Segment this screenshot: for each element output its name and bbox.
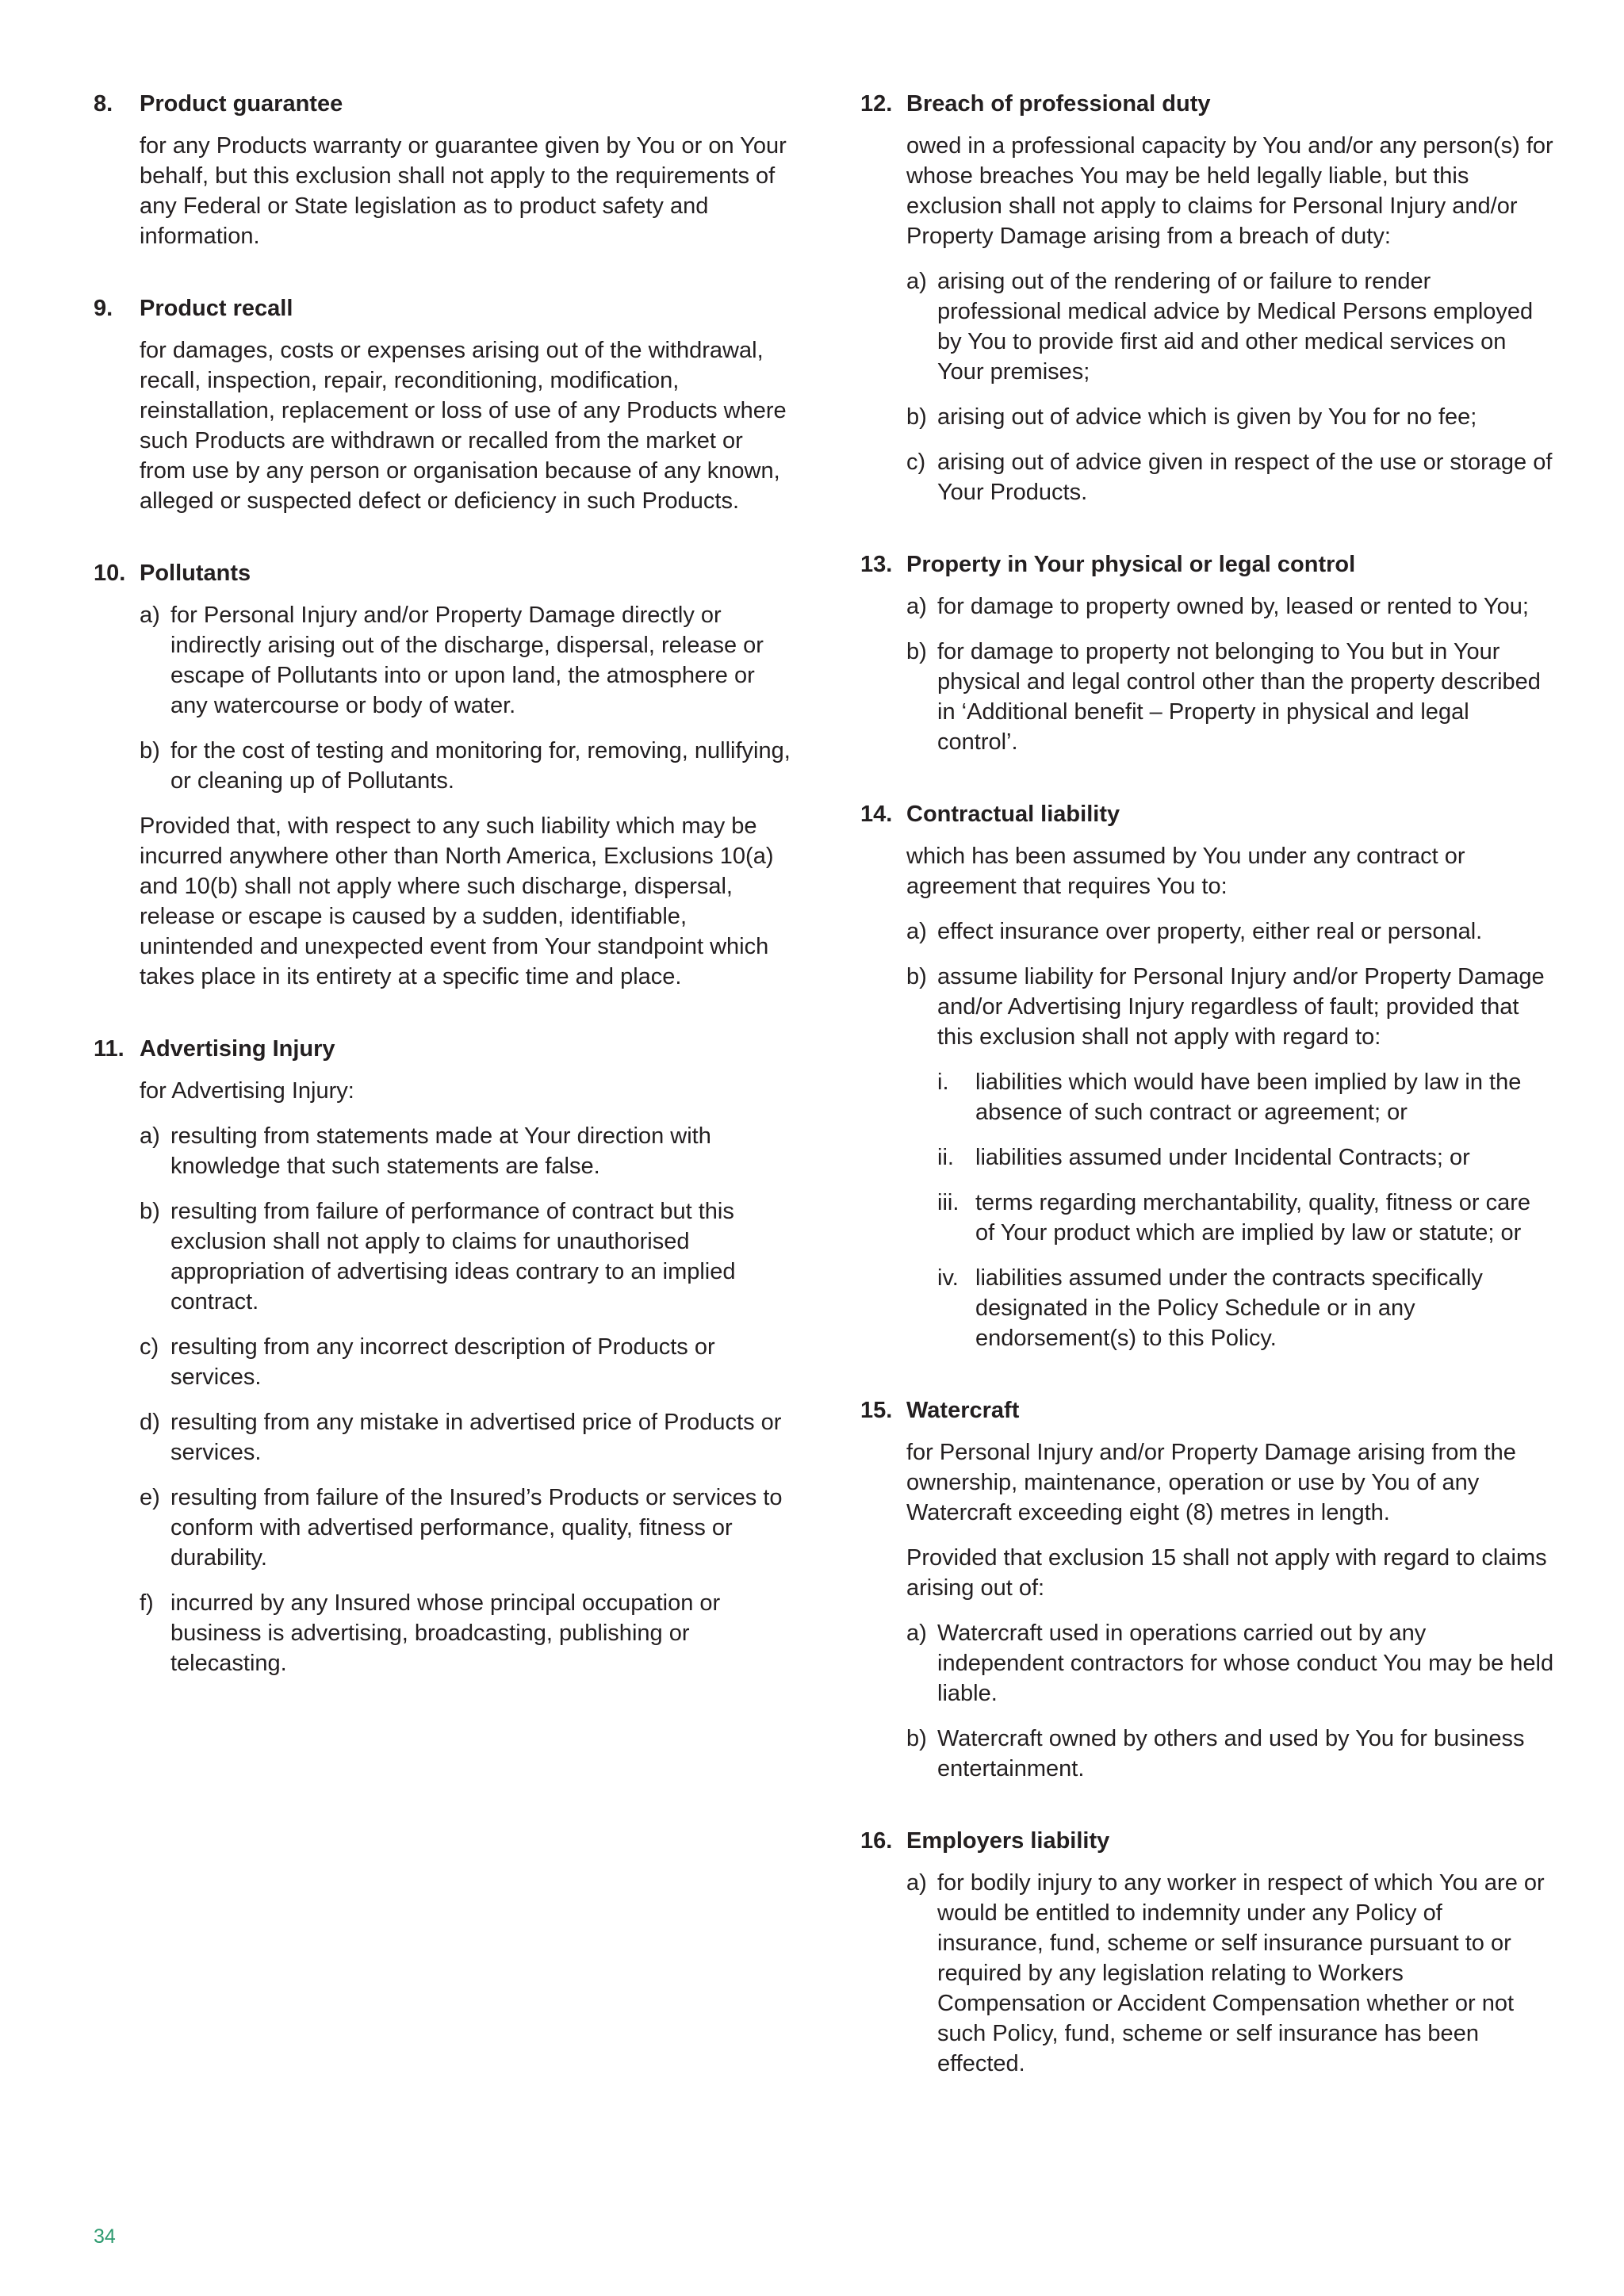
- list-item: [906, 402, 1554, 432]
- list-item: [906, 266, 1554, 387]
- section-heading: [860, 796, 1554, 832]
- right-column: [860, 86, 1554, 2118]
- exclusion-section: [860, 546, 1554, 757]
- list-item-text: resulting from any incorrect description of Products or services.: [170, 1334, 715, 1390]
- list-item: [140, 736, 791, 796]
- paragraph: Provided that exclusion 15 shall not apply with regard to claims arising out of:: [906, 1545, 1547, 1601]
- paragraph: owed in a professional capacity by You and/or any person(s) for whose breaches You may be held legally liable, but this exclusion shall not apply to claims for Personal Injury and/or Property Damage arising from a breach of duty:: [906, 133, 1553, 249]
- list-item-text: assume liability for Personal Injury and/or Property Damage and/or Advertising Injury regardless of fault; provided that this exclusion shall not apply with regard to:: [937, 964, 1545, 1050]
- section-number: 10.: [94, 561, 126, 586]
- list-item-text: for damage to property owned by, leased or rented to You;: [937, 594, 1529, 619]
- sub-list-item: [906, 1142, 1554, 1173]
- sub-list-item: [906, 1188, 1554, 1248]
- section-heading: [94, 86, 791, 122]
- section-title: Pollutants: [140, 561, 251, 586]
- section-heading: [860, 546, 1554, 583]
- list-item-text: incurred by any Insured whose principal occupation or business is advertising, broadcasting, publishing or telecasting.: [170, 1590, 721, 1676]
- paragraph: for any Products warranty or guarantee given by You or on Your behalf, but this exclusion shall not apply to the requirements of any Federal or State legislation as to product safety and information.: [140, 133, 787, 249]
- list-item-label: a): [906, 269, 927, 294]
- list-item: [140, 1332, 791, 1392]
- section-number: 11.: [94, 1036, 124, 1062]
- list-item-label: b): [906, 1726, 927, 1751]
- section-body: [906, 131, 1554, 507]
- exclusion-section: [94, 86, 791, 251]
- list-item-label: a): [906, 919, 927, 944]
- section-heading: [860, 1823, 1554, 1859]
- list-item-text: for Personal Injury and/or Property Damage directly or indirectly arising out of the discharge, dispersal, release or escape of Pollutants into or upon land, the atmosphere or any watercourse or body of water.: [170, 603, 764, 718]
- list-item-text: Watercraft owned by others and used by You for business entertainment.: [937, 1726, 1525, 1781]
- exclusion-section: [94, 555, 791, 992]
- list-item-text: arising out of the rendering of or failure to render professional medical advice by Medical Persons employed by You to provide first aid and other medical services on Your premises;: [937, 269, 1534, 385]
- list-item-text: resulting from failure of performance of contract but this exclusion shall not apply to claims for unauthorised appropriation of advertising ideas contrary to an implied contract.: [170, 1199, 736, 1314]
- exclusion-section: [860, 86, 1554, 507]
- list-item: [906, 1868, 1554, 2079]
- list-item-text: for bodily injury to any worker in respect of which You are or would be entitled to indemnity under any Policy of insurance, fund, scheme or self insurance pursuant to or required by any legislation relating to Workers Compensation or Accident Compensation whether or not such Policy, fund, scheme or self insurance has been effected.: [937, 1870, 1545, 2076]
- section-heading: [860, 86, 1554, 122]
- list-item: [906, 591, 1554, 622]
- list-item: [140, 1483, 791, 1573]
- section-heading: [94, 290, 791, 327]
- section-title: Product guarantee: [140, 91, 343, 117]
- list-item-label: b): [906, 964, 927, 989]
- list-item: [906, 1724, 1554, 1784]
- exclusion-section: [860, 796, 1554, 1353]
- section-number: 9.: [94, 296, 113, 321]
- list-item: [140, 1588, 791, 1678]
- list-item-text: for damage to property not belonging to You but in Your physical and legal control other than the property described in ‘Additional benefit – Property in physical and legal control’.: [937, 639, 1541, 755]
- section-number: 13.: [860, 552, 893, 577]
- list-item-label: e): [140, 1485, 160, 1510]
- paragraph: for Advertising Injury:: [140, 1078, 354, 1104]
- paragraph: which has been assumed by You under any contract or agreement that requires You to:: [906, 844, 1465, 899]
- exclusion-section: [860, 1823, 1554, 2079]
- section-title: Product recall: [140, 296, 293, 321]
- sub-list-item: [906, 1263, 1554, 1353]
- section-number: 8.: [94, 91, 113, 117]
- list-item: [906, 637, 1554, 757]
- exclusion-section: [94, 1031, 791, 1678]
- list-item-text: resulting from any mistake in advertised price of Products or services.: [170, 1410, 782, 1465]
- section-body: [140, 1076, 791, 1678]
- section-body: [140, 335, 791, 516]
- paragraph: for Personal Injury and/or Property Damage arising from the ownership, maintenance, operation or use by You of any Watercraft exceeding eight (8) metres in length.: [906, 1440, 1516, 1525]
- section-title: Advertising Injury: [140, 1036, 335, 1062]
- list-item-label: b): [140, 1199, 160, 1224]
- list-item-label: f): [140, 1590, 154, 1616]
- list-item-label: i.: [937, 1070, 949, 1095]
- list-item-text: Watercraft used in operations carried out by any independent contractors for whose conduct You may be held liable.: [937, 1621, 1554, 1706]
- list-item-label: iv.: [937, 1265, 959, 1291]
- section-title: Contractual liability: [906, 802, 1120, 827]
- list-item-label: b): [906, 639, 927, 664]
- section-heading: [94, 555, 791, 591]
- section-number: 16.: [860, 1828, 893, 1854]
- list-item-text: liabilities assumed under Incidental Contracts; or: [975, 1145, 1470, 1170]
- list-item: [906, 962, 1554, 1052]
- exclusion-section: [860, 1392, 1554, 1784]
- list-item-label: iii.: [937, 1190, 959, 1215]
- list-item-label: a): [906, 1621, 927, 1646]
- list-item-text: resulting from failure of the Insured’s Products or services to conform with advertised performance, quality, fitness or durability.: [170, 1485, 783, 1571]
- page-number: 34: [94, 2225, 116, 2248]
- list-item-text: effect insurance over property, either real or personal.: [937, 919, 1483, 944]
- section-number: 12.: [860, 91, 893, 117]
- list-item-label: a): [906, 594, 927, 619]
- section-body: [906, 1437, 1554, 1784]
- exclusion-section: [94, 290, 791, 516]
- section-body: [906, 841, 1554, 1353]
- section-number: 15.: [860, 1398, 893, 1423]
- list-item: [140, 1196, 791, 1317]
- paragraph: Provided that, with respect to any such liability which may be incurred anywhere other than North America, Exclusions 10(a) and 10(b) shall not apply where such discharge, dispersal, release or escape is caused by a sudden, identifiable, unintended and unexpected event from Your standpoint which takes place in its entirety at a specific time and place.: [140, 813, 774, 989]
- list-item: [906, 1618, 1554, 1709]
- list-item: [140, 600, 791, 721]
- section-body: [906, 1868, 1554, 2079]
- list-item-text: resulting from statements made at Your direction with knowledge that such statements are false.: [170, 1123, 711, 1179]
- list-item-label: a): [906, 1870, 927, 1896]
- list-item-text: for the cost of testing and monitoring for, removing, nullifying, or cleaning up of Pollutants.: [170, 738, 791, 794]
- section-body: [906, 591, 1554, 757]
- list-item-text: liabilities which would have been implied by law in the absence of such contract or agreement; or: [975, 1070, 1522, 1125]
- list-item-label: a): [140, 1123, 160, 1149]
- section-title: Employers liability: [906, 1828, 1110, 1854]
- list-item: [906, 447, 1554, 507]
- section-body: [140, 600, 791, 992]
- left-column: [94, 86, 791, 1717]
- section-title: Watercraft: [906, 1398, 1020, 1423]
- section-title: Breach of professional duty: [906, 91, 1211, 117]
- list-item-label: a): [140, 603, 160, 628]
- list-item-label: c): [906, 450, 926, 475]
- section-heading: [94, 1031, 791, 1067]
- paragraph: for damages, costs or expenses arising out of the withdrawal, recall, inspection, repair, reconditioning, modification, reinstallation, replacement or loss of use of any Products where such Products are withdrawn or recalled from the market or from use by any person or organisation because of any known, alleged or suspected defect or deficiency in such Products.: [140, 338, 787, 514]
- list-item: [906, 916, 1554, 947]
- list-item: [140, 1407, 791, 1468]
- list-item-text: terms regarding merchantability, quality, fitness or care of Your product which are implied by law or statute; or: [975, 1190, 1531, 1246]
- list-item-label: c): [140, 1334, 159, 1360]
- sub-list-item: [906, 1067, 1554, 1127]
- list-item-label: d): [140, 1410, 160, 1435]
- section-number: 14.: [860, 802, 893, 827]
- list-item-text: liabilities assumed under the contracts specifically designated in the Policy Schedule or in any endorsement(s) to this Policy.: [975, 1265, 1483, 1351]
- list-item-label: b): [906, 404, 927, 430]
- section-body: [140, 131, 791, 251]
- list-item-text: arising out of advice given in respect of the use or storage of Your Products.: [937, 450, 1553, 505]
- section-heading: [860, 1392, 1554, 1429]
- list-item-text: arising out of advice which is given by You for no fee;: [937, 404, 1477, 430]
- list-item: [140, 1121, 791, 1181]
- section-title: Property in Your physical or legal control: [906, 552, 1356, 577]
- list-item-label: ii.: [937, 1145, 954, 1170]
- list-item-label: b): [140, 738, 160, 763]
